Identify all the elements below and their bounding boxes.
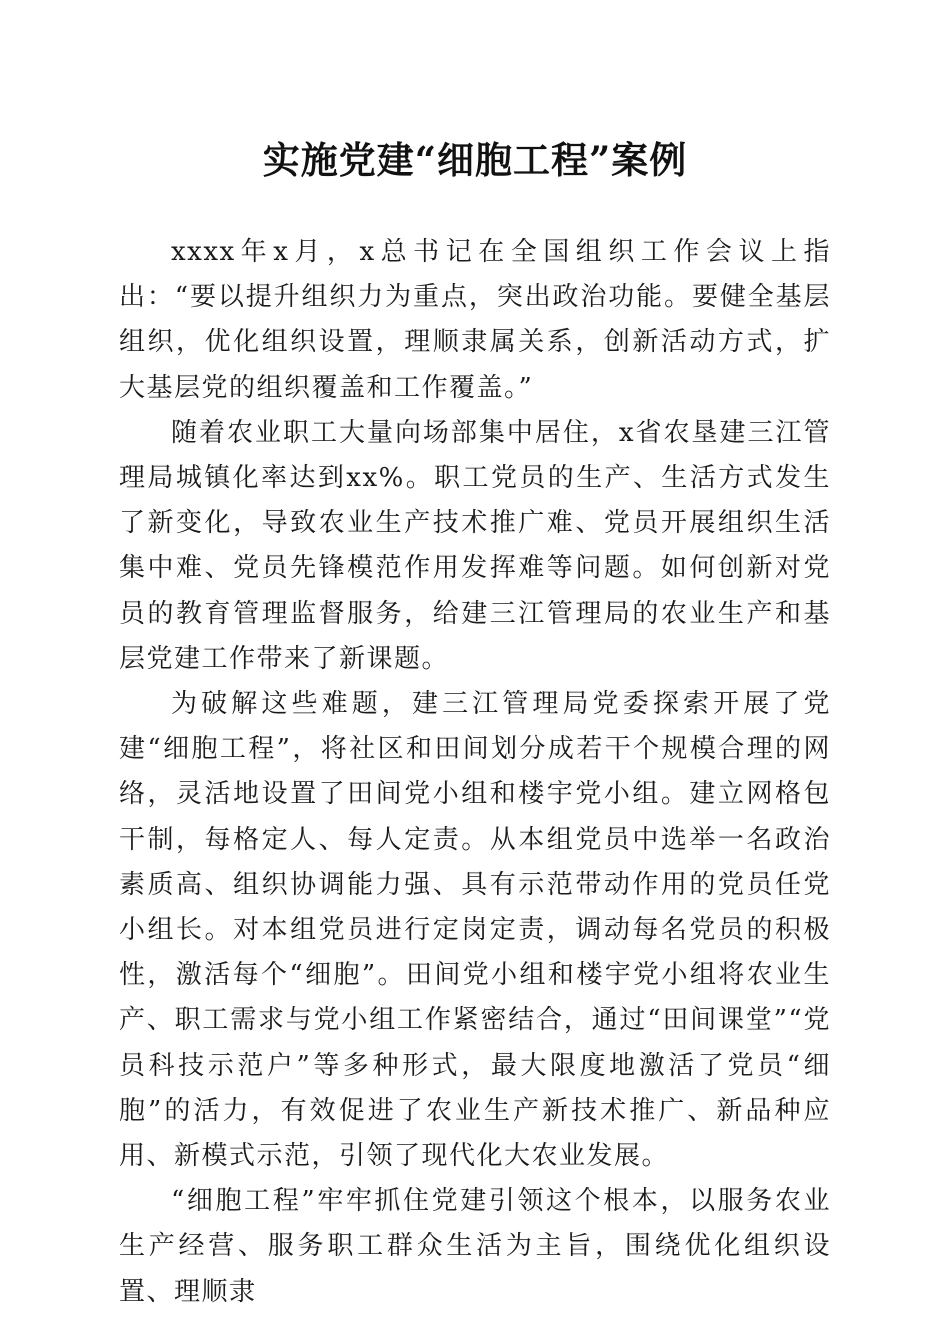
- paragraph: xxxx年x月，x总书记在全国组织工作会议上指出：“要以提升组织力为重点，突出政治功能。要健全基层组织，优化组织设置，理顺隶属关系，创新活动方式，扩大基层党的组织覆盖和工作覆盖。”: [119, 237, 831, 403]
- paragraph: “细胞工程”牢牢抓住党建引领这个根本，以服务农业生产经营、服务职工群众生活为主旨，围绕优化组织设置、理顺隶: [119, 1186, 831, 1307]
- document-title: 实施党建“细胞工程”案例: [262, 138, 688, 182]
- paragraph: 随着农业职工大量向场部集中居住，x省农垦建三江管理局城镇化率达到xx%。职工党员的生产、生活方式发生了新变化，导致农业生产技术推广难、党员开展组织生活集中难、党员先锋模范作用发挥难等问题。如何创新对党员的教育管理监督服务，给建三江管理局的农业生产和基层党建工作带来了新课题。: [119, 417, 831, 674]
- paragraph: 为破解这些难题，建三江管理局党委探索开展了党建“细胞工程”，将社区和田间划分成若干个规模合理的网络，灵活地设置了田间党小组和楼宇党小组。建立网格包干制，每格定人、每人定责。从本组党员中选举一名政治素质高、组织协调能力强、具有示范带动作用的党员任党小组长。对本组党员进行定岗定责，调动每名党员的积极性，激活每个“细胞”。田间党小组和楼宇党小组将农业生产、职工需求与党小组工作紧密结合，通过“田间课堂”“党员科技示范户”等多种形式，最大限度地激活了党员“细胞”的活力，有效促进了农业生产新技术推广、新品种应用、新模式示范，引领了现代化大农业发展。: [119, 689, 831, 1172]
- document-body: [119, 230, 831, 1315]
